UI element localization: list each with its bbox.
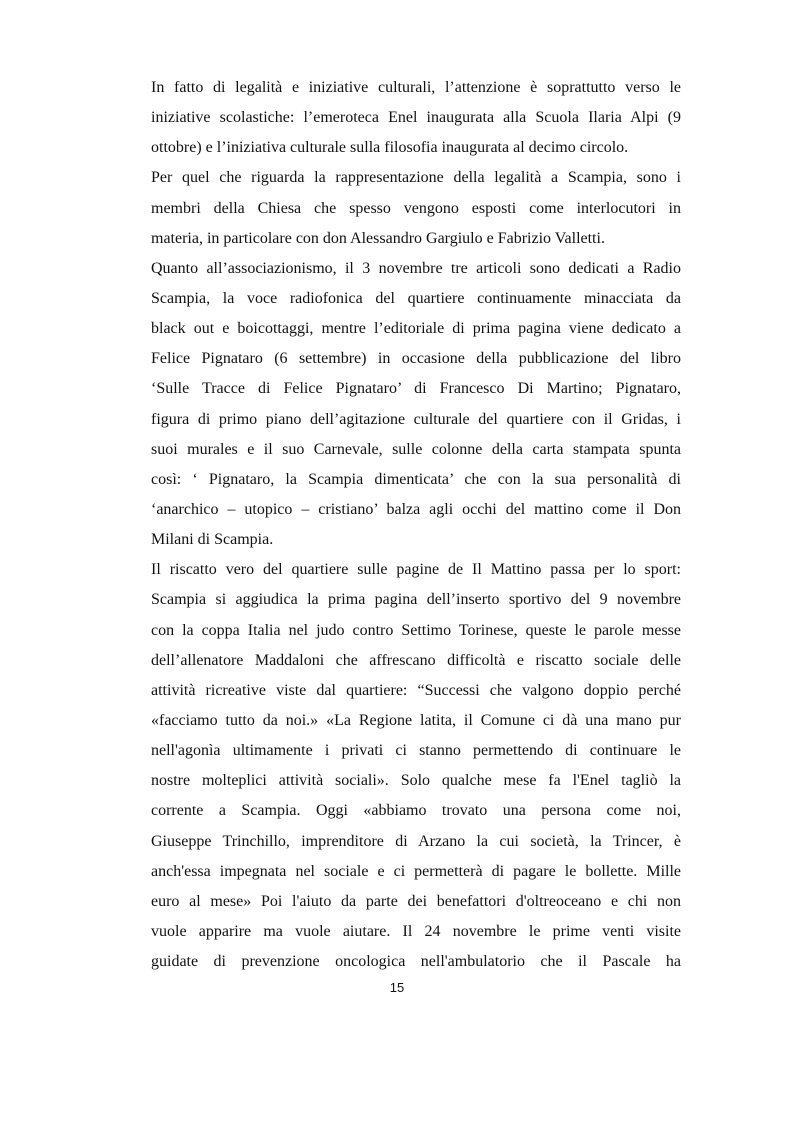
text-line: Quanto all’associazionismo, il 3 novembre tre articoli sono dedicati a Radio (151, 259, 681, 277)
text-line: anch'essa impegnata nel sociale e ci permetterà di pagare le bollette. Mille (151, 862, 681, 880)
text-line: Giuseppe Trinchillo, imprenditore di Arzano la cui società, la Trincer, è (151, 832, 681, 850)
page-number: 15 (389, 980, 405, 995)
text-line: Milani di Scampia. (151, 531, 274, 549)
text-line: dell’allenatore Maddaloni che affrescano difficoltà e riscatto sociale delle (151, 651, 681, 669)
text-line: vuole apparire ma vuole aiutare. Il 24 novembre le prime venti visite (151, 922, 681, 940)
text-line: così: ‘ Pignataro, la Scampia dimenticata’ che con la sua personalità di (151, 470, 681, 488)
text-line: ottobre) e l’iniziativa culturale sulla filosofia inaugurata al decimo circolo. (151, 139, 629, 157)
text-line: attività ricreative viste dal quartiere: “Successi che valgono doppio perché (151, 681, 681, 699)
text-line: guidate di prevenzione oncologica nell'ambulatorio che il Pascale ha (151, 953, 681, 971)
text-line: Scampia si aggiudica la prima pagina dell’inserto sportivo del 9 novembre (151, 591, 681, 609)
text-line: euro al mese» Poi l'aiuto da parte dei benefattori d'oltreoceano e chi non (151, 892, 681, 910)
text-line: nell'agonìa ultimamente i privati ci stanno permettendo di continuare le (151, 742, 681, 760)
text-line: black out e boicottaggi, mentre l’editoriale di prima pagina viene dedicato a (151, 320, 681, 338)
text-line: nostre molteplici attività sociali». Solo qualche mese fa l'Enel tagliò la (151, 772, 681, 790)
text-line: membri della Chiesa che spesso vengono esposti come interlocutori in (151, 199, 681, 217)
text-line: In fatto di legalità e iniziative culturali, l’attenzione è soprattutto verso le (151, 79, 681, 96)
text-line: figura di primo piano dell’agitazione culturale del quartiere con il Gridas, i (151, 410, 681, 428)
text-line: corrente a Scampia. Oggi «abbiamo trovato una persona come noi, (151, 802, 681, 820)
text-line: suoi murales e il suo Carnevale, sulle colonne della carta stampata spunta (151, 440, 681, 458)
text-line: Scampia, la voce radiofonica del quartiere continuamente minacciata da (151, 289, 681, 307)
text-line: ‘Sulle Tracce di Felice Pignataro’ di Francesco Di Martino; Pignataro, (151, 380, 681, 398)
text-line: iniziative scolastiche: l’emeroteca Enel inaugurata alla Scuola Ilaria Alpi (9 (151, 109, 681, 127)
text-line: materia, in particolare con don Alessandro Gargiulo e Fabrizio Valletti. (151, 229, 605, 247)
text-line: «facciamo tutto da noi.» «La Regione latita, il Comune ci dà una mano pur (151, 711, 681, 729)
text-line: con la coppa Italia nel judo contro Settimo Torinese, queste le parole messe (151, 621, 681, 639)
text-line: Il riscatto vero del quartiere sulle pagine de Il Mattino passa per lo sport: (151, 561, 681, 579)
text-line: Felice Pignataro (6 settembre) in occasione della pubblicazione del libro (151, 350, 681, 368)
text-line: Per quel che riguarda la rappresentazione della legalità a Scampia, sono i (151, 169, 681, 187)
text-line: ‘anarchico – utopico – cristiano’ balza agli occhi del mattino come il Don (151, 500, 681, 518)
body-text (151, 73, 681, 977)
